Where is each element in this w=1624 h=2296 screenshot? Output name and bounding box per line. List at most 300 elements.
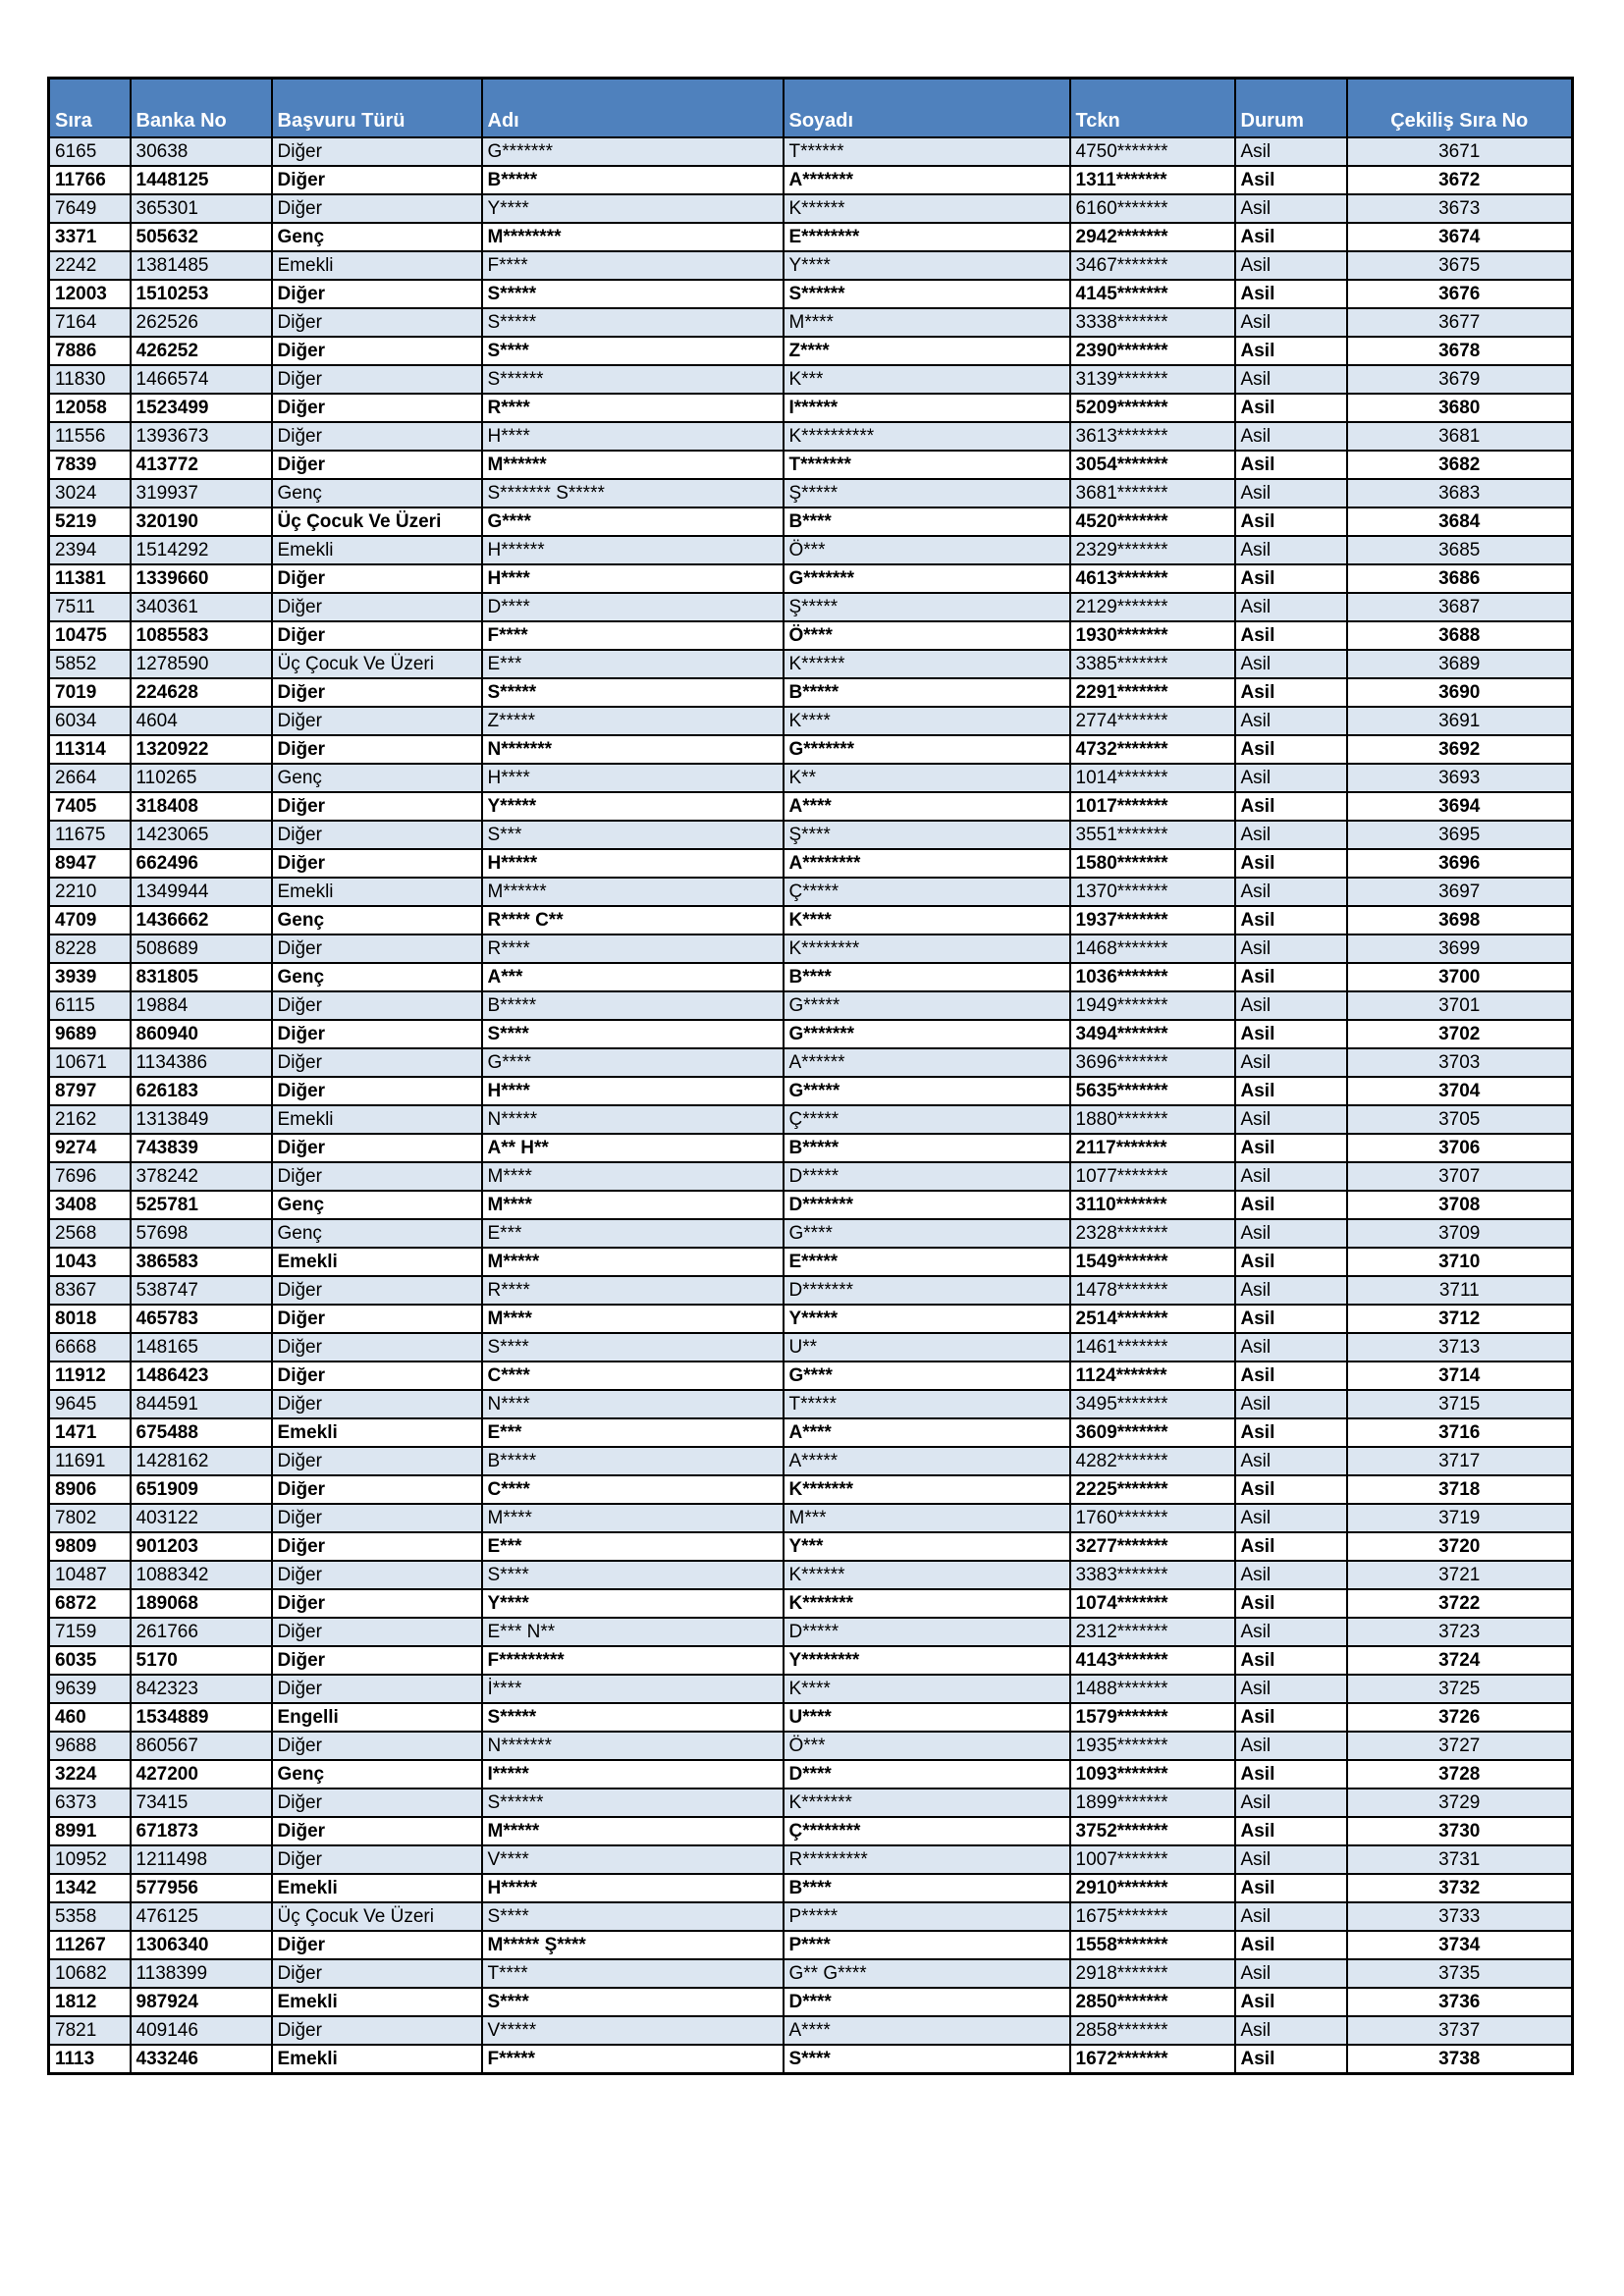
cell-banka: 110265 (131, 764, 272, 792)
cell-soyadi: Ç***** (784, 1105, 1070, 1134)
cell-banka: 189068 (131, 1589, 272, 1618)
cell-sira: 10475 (49, 621, 131, 650)
cell-cekilis: 3708 (1347, 1191, 1573, 1219)
cell-adi: M**** (482, 1191, 784, 1219)
cell-cekilis: 3716 (1347, 1418, 1573, 1447)
cell-tckn: 3054******* (1070, 451, 1235, 479)
cell-cekilis: 3707 (1347, 1162, 1573, 1191)
cell-tur: Diğer (272, 308, 482, 337)
cell-cekilis: 3734 (1347, 1931, 1573, 1959)
cell-adi: H***** (482, 1874, 784, 1902)
cell-tur: Diğer (272, 821, 482, 849)
cell-tckn: 3494******* (1070, 1020, 1235, 1048)
cell-durum: Asil (1235, 308, 1347, 337)
cell-adi: S******* S***** (482, 479, 784, 507)
cell-durum: Asil (1235, 1789, 1347, 1817)
cell-soyadi: K********** (784, 422, 1070, 451)
cell-cekilis: 3686 (1347, 564, 1573, 593)
cell-adi: A*** (482, 963, 784, 991)
cell-adi: S**** (482, 1988, 784, 2016)
cell-cekilis: 3700 (1347, 963, 1573, 991)
table-row (49, 821, 1573, 849)
cell-sira: 8367 (49, 1276, 131, 1305)
cell-soyadi: E******** (784, 223, 1070, 251)
cell-banka: 831805 (131, 963, 272, 991)
table-row (49, 1162, 1573, 1191)
cell-banka: 476125 (131, 1902, 272, 1931)
cell-tur: Genç (272, 479, 482, 507)
cell-cekilis: 3676 (1347, 280, 1573, 308)
cell-tur: Genç (272, 1760, 482, 1789)
cell-adi: M****** (482, 878, 784, 906)
cell-adi: H**** (482, 1077, 784, 1105)
cell-tckn: 3696******* (1070, 1048, 1235, 1077)
cell-durum: Asil (1235, 365, 1347, 394)
cell-tur: Emekli (272, 1418, 482, 1447)
cell-durum: Asil (1235, 821, 1347, 849)
cell-banka: 261766 (131, 1618, 272, 1646)
cell-soyadi: K******* (784, 1789, 1070, 1817)
cell-tckn: 3383******* (1070, 1561, 1235, 1589)
cell-durum: Asil (1235, 849, 1347, 878)
cell-adi: E*** N** (482, 1618, 784, 1646)
cell-adi: T**** (482, 1959, 784, 1988)
cell-adi: M****** (482, 451, 784, 479)
cell-tur: Diğer (272, 1362, 482, 1390)
cell-banka: 1423065 (131, 821, 272, 849)
cell-sira: 11830 (49, 365, 131, 394)
cell-tckn: 3385******* (1070, 650, 1235, 678)
cell-tckn: 1311******* (1070, 166, 1235, 194)
cell-tckn: 1468******* (1070, 934, 1235, 963)
table-row (49, 1732, 1573, 1760)
cell-durum: Asil (1235, 2045, 1347, 2074)
table-row (49, 1305, 1573, 1333)
cell-tckn: 1370******* (1070, 878, 1235, 906)
cell-cekilis: 3735 (1347, 1959, 1573, 1988)
cell-adi: S****** (482, 1789, 784, 1817)
cell-tur: Diğer (272, 1333, 482, 1362)
cell-tckn: 3338******* (1070, 308, 1235, 337)
cell-soyadi: Y***** (784, 1305, 1070, 1333)
cell-tckn: 1461******* (1070, 1333, 1235, 1362)
cell-durum: Asil (1235, 1760, 1347, 1789)
cell-sira: 2210 (49, 878, 131, 906)
cell-adi: H**** (482, 564, 784, 593)
cell-tckn: 2910******* (1070, 1874, 1235, 1902)
cell-banka: 651909 (131, 1475, 272, 1504)
cell-cekilis: 3723 (1347, 1618, 1573, 1646)
cell-tur: Diğer (272, 166, 482, 194)
cell-cekilis: 3705 (1347, 1105, 1573, 1134)
cell-soyadi: K****** (784, 194, 1070, 223)
cell-soyadi: M**** (784, 308, 1070, 337)
cell-banka: 1534889 (131, 1703, 272, 1732)
cell-soyadi: A****** (784, 1048, 1070, 1077)
cell-durum: Asil (1235, 593, 1347, 621)
cell-durum: Asil (1235, 1504, 1347, 1532)
cell-sira: 5219 (49, 507, 131, 536)
cell-adi: B***** (482, 166, 784, 194)
cell-tur: Diğer (272, 1077, 482, 1105)
table-row (49, 1475, 1573, 1504)
cell-tur: Genç (272, 906, 482, 934)
cell-tckn: 4143******* (1070, 1646, 1235, 1675)
cell-soyadi: G** G**** (784, 1959, 1070, 1988)
cell-tur: Diğer (272, 1618, 482, 1646)
cell-adi: S***** (482, 1703, 784, 1732)
cell-tckn: 3467******* (1070, 251, 1235, 280)
table-row (49, 1390, 1573, 1418)
cell-tckn: 1558******* (1070, 1931, 1235, 1959)
cell-sira: 7405 (49, 792, 131, 821)
cell-adi: D**** (482, 593, 784, 621)
cell-banka: 465783 (131, 1305, 272, 1333)
cell-durum: Asil (1235, 707, 1347, 735)
cell-soyadi: K******* (784, 1589, 1070, 1618)
table-row (49, 251, 1573, 280)
cell-durum: Asil (1235, 251, 1347, 280)
cell-adi: M**** (482, 1504, 784, 1532)
cell-tckn: 1077******* (1070, 1162, 1235, 1191)
table-row (49, 1418, 1573, 1447)
cell-durum: Asil (1235, 1475, 1347, 1504)
cell-tckn: 4732******* (1070, 735, 1235, 764)
table-row (49, 849, 1573, 878)
table-row (49, 878, 1573, 906)
cell-durum: Asil (1235, 991, 1347, 1020)
cell-adi: S**** (482, 1561, 784, 1589)
cell-sira: 4709 (49, 906, 131, 934)
cell-adi: G******* (482, 137, 784, 166)
cell-tur: Emekli (272, 1874, 482, 1902)
cell-banka: 1134386 (131, 1048, 272, 1077)
cell-banka: 1510253 (131, 280, 272, 308)
cell-sira: 9688 (49, 1732, 131, 1760)
cell-cekilis: 3712 (1347, 1305, 1573, 1333)
cell-tckn: 3609******* (1070, 1418, 1235, 1447)
column-header-cekilis: Çekiliş Sıra No (1347, 79, 1573, 138)
cell-tur: Diğer (272, 1447, 482, 1475)
cell-durum: Asil (1235, 1105, 1347, 1134)
table-row (49, 365, 1573, 394)
cell-adi: S***** (482, 280, 784, 308)
cell-durum: Asil (1235, 422, 1347, 451)
cell-adi: R**** (482, 934, 784, 963)
cell-tur: Diğer (272, 735, 482, 764)
cell-sira: 11381 (49, 564, 131, 593)
cell-tur: Emekli (272, 1988, 482, 2016)
cell-tckn: 1478******* (1070, 1276, 1235, 1305)
cell-adi: R**** C** (482, 906, 784, 934)
cell-sira: 9689 (49, 1020, 131, 1048)
cell-durum: Asil (1235, 1048, 1347, 1077)
cell-soyadi: G**** (784, 1362, 1070, 1390)
cell-durum: Asil (1235, 1959, 1347, 1988)
cell-tur: Diğer (272, 337, 482, 365)
cell-durum: Asil (1235, 1305, 1347, 1333)
cell-cekilis: 3697 (1347, 878, 1573, 906)
table-header (49, 79, 1573, 138)
cell-banka: 409146 (131, 2016, 272, 2045)
cell-soyadi: Y*** (784, 1532, 1070, 1561)
cell-tckn: 2225******* (1070, 1475, 1235, 1504)
cell-soyadi: A**** (784, 2016, 1070, 2045)
cell-durum: Asil (1235, 1020, 1347, 1048)
table-row (49, 1646, 1573, 1675)
cell-tckn: 2942******* (1070, 223, 1235, 251)
cell-adi: C**** (482, 1362, 784, 1390)
cell-banka: 365301 (131, 194, 272, 223)
table-row (49, 792, 1573, 821)
cell-banka: 626183 (131, 1077, 272, 1105)
cell-tur: Emekli (272, 251, 482, 280)
cell-banka: 1278590 (131, 650, 272, 678)
cell-cekilis: 3693 (1347, 764, 1573, 792)
cell-cekilis: 3715 (1347, 1390, 1573, 1418)
table-body (49, 137, 1573, 2074)
cell-soyadi: K****** (784, 1561, 1070, 1589)
cell-sira: 7649 (49, 194, 131, 223)
cell-sira: 9645 (49, 1390, 131, 1418)
cell-durum: Asil (1235, 337, 1347, 365)
cell-banka: 844591 (131, 1390, 272, 1418)
cell-soyadi: G***** (784, 1077, 1070, 1105)
cell-adi: Y**** (482, 194, 784, 223)
cell-tur: Emekli (272, 878, 482, 906)
cell-durum: Asil (1235, 1276, 1347, 1305)
table-row (49, 394, 1573, 422)
cell-durum: Asil (1235, 1732, 1347, 1760)
cell-tckn: 1675******* (1070, 1902, 1235, 1931)
cell-durum: Asil (1235, 1561, 1347, 1589)
table-row (49, 479, 1573, 507)
cell-banka: 525781 (131, 1191, 272, 1219)
cell-banka: 340361 (131, 593, 272, 621)
cell-sira: 2242 (49, 251, 131, 280)
cell-cekilis: 3719 (1347, 1504, 1573, 1532)
table-row (49, 1561, 1573, 1589)
cell-soyadi: B**** (784, 1874, 1070, 1902)
cell-adi: İ**** (482, 1675, 784, 1703)
cell-cekilis: 3689 (1347, 650, 1573, 678)
cell-cekilis: 3713 (1347, 1333, 1573, 1362)
table-row (49, 2016, 1573, 2045)
cell-banka: 1448125 (131, 166, 272, 194)
cell-banka: 433246 (131, 2045, 272, 2074)
cell-adi: S*** (482, 821, 784, 849)
cell-durum: Asil (1235, 963, 1347, 991)
cell-tur: Diğer (272, 678, 482, 707)
cell-tur: Diğer (272, 1561, 482, 1589)
cell-soyadi: A******** (784, 849, 1070, 878)
cell-sira: 6035 (49, 1646, 131, 1675)
draw-results-table (47, 77, 1574, 2075)
cell-tckn: 2129******* (1070, 593, 1235, 621)
cell-adi: E*** (482, 650, 784, 678)
cell-tur: Engelli (272, 1703, 482, 1732)
cell-sira: 8947 (49, 849, 131, 878)
cell-adi: H**** (482, 422, 784, 451)
cell-cekilis: 3690 (1347, 678, 1573, 707)
cell-cekilis: 3731 (1347, 1845, 1573, 1874)
cell-tur: Diğer (272, 593, 482, 621)
cell-adi: E*** (482, 1532, 784, 1561)
cell-banka: 1320922 (131, 735, 272, 764)
cell-tur: Diğer (272, 1475, 482, 1504)
cell-soyadi: D******* (784, 1191, 1070, 1219)
cell-soyadi: P**** (784, 1931, 1070, 1959)
table-row (49, 764, 1573, 792)
cell-tur: Diğer (272, 1817, 482, 1845)
cell-durum: Asil (1235, 1675, 1347, 1703)
table-row (49, 1362, 1573, 1390)
cell-sira: 11675 (49, 821, 131, 849)
cell-adi: R**** (482, 1276, 784, 1305)
cell-tckn: 2329******* (1070, 536, 1235, 564)
cell-tur: Diğer (272, 1732, 482, 1760)
cell-tckn: 2918******* (1070, 1959, 1235, 1988)
table-row (49, 621, 1573, 650)
cell-durum: Asil (1235, 280, 1347, 308)
cell-cekilis: 3730 (1347, 1817, 1573, 1845)
cell-tur: Diğer (272, 1305, 482, 1333)
cell-durum: Asil (1235, 137, 1347, 166)
cell-durum: Asil (1235, 1134, 1347, 1162)
cell-cekilis: 3683 (1347, 479, 1573, 507)
cell-tckn: 3277******* (1070, 1532, 1235, 1561)
cell-cekilis: 3696 (1347, 849, 1573, 878)
cell-tckn: 6160******* (1070, 194, 1235, 223)
cell-adi: Z***** (482, 707, 784, 735)
table-row (49, 1817, 1573, 1845)
cell-tckn: 2312******* (1070, 1618, 1235, 1646)
cell-sira: 7821 (49, 2016, 131, 2045)
cell-tckn: 1007******* (1070, 1845, 1235, 1874)
cell-sira: 12003 (49, 280, 131, 308)
cell-tckn: 1760******* (1070, 1504, 1235, 1532)
cell-soyadi: A******* (784, 166, 1070, 194)
cell-banka: 743839 (131, 1134, 272, 1162)
cell-soyadi: G***** (784, 991, 1070, 1020)
cell-cekilis: 3721 (1347, 1561, 1573, 1589)
cell-adi: F**** (482, 621, 784, 650)
cell-sira: 6115 (49, 991, 131, 1020)
cell-tckn: 2774******* (1070, 707, 1235, 735)
cell-sira: 1812 (49, 1988, 131, 2016)
cell-tur: Diğer (272, 991, 482, 1020)
table-row (49, 507, 1573, 536)
cell-adi: V***** (482, 2016, 784, 2045)
cell-sira: 7839 (49, 451, 131, 479)
cell-banka: 1313849 (131, 1105, 272, 1134)
cell-banka: 1088342 (131, 1561, 272, 1589)
table-row (49, 934, 1573, 963)
table-row (49, 1020, 1573, 1048)
cell-cekilis: 3684 (1347, 507, 1573, 536)
cell-tckn: 3752******* (1070, 1817, 1235, 1845)
cell-tckn: 4520******* (1070, 507, 1235, 536)
cell-tur: Diğer (272, 707, 482, 735)
cell-banka: 1466574 (131, 365, 272, 394)
cell-tur: Diğer (272, 1020, 482, 1048)
cell-durum: Asil (1235, 394, 1347, 422)
cell-banka: 577956 (131, 1874, 272, 1902)
cell-soyadi: K******* (784, 1475, 1070, 1504)
cell-sira: 12058 (49, 394, 131, 422)
cell-soyadi: D******* (784, 1276, 1070, 1305)
cell-soyadi: T****** (784, 137, 1070, 166)
cell-banka: 675488 (131, 1418, 272, 1447)
cell-tur: Genç (272, 764, 482, 792)
cell-durum: Asil (1235, 735, 1347, 764)
cell-sira: 11556 (49, 422, 131, 451)
cell-banka: 860940 (131, 1020, 272, 1048)
cell-adi: S**** (482, 1020, 784, 1048)
cell-sira: 2568 (49, 1219, 131, 1248)
cell-banka: 318408 (131, 792, 272, 821)
cell-tckn: 2117******* (1070, 1134, 1235, 1162)
cell-durum: Asil (1235, 1931, 1347, 1959)
cell-tckn: 1017******* (1070, 792, 1235, 821)
table-row (49, 906, 1573, 934)
cell-durum: Asil (1235, 1532, 1347, 1561)
cell-durum: Asil (1235, 1248, 1347, 1276)
cell-tckn: 1488******* (1070, 1675, 1235, 1703)
cell-cekilis: 3738 (1347, 2045, 1573, 2074)
cell-banka: 671873 (131, 1817, 272, 1845)
cell-banka: 427200 (131, 1760, 272, 1789)
table-row (49, 1845, 1573, 1874)
cell-tckn: 1579******* (1070, 1703, 1235, 1732)
cell-soyadi: Ç***** (784, 878, 1070, 906)
table-row (49, 1219, 1573, 1248)
cell-sira: 6165 (49, 137, 131, 166)
table-row (49, 1248, 1573, 1276)
cell-cekilis: 3698 (1347, 906, 1573, 934)
table-row (49, 280, 1573, 308)
cell-tur: Diğer (272, 2016, 482, 2045)
cell-tur: Emekli (272, 536, 482, 564)
cell-tur: Diğer (272, 1675, 482, 1703)
cell-cekilis: 3709 (1347, 1219, 1573, 1248)
cell-durum: Asil (1235, 1162, 1347, 1191)
cell-cekilis: 3714 (1347, 1362, 1573, 1390)
cell-banka: 57698 (131, 1219, 272, 1248)
cell-banka: 426252 (131, 337, 272, 365)
cell-cekilis: 3691 (1347, 707, 1573, 735)
cell-banka: 378242 (131, 1162, 272, 1191)
cell-cekilis: 3724 (1347, 1646, 1573, 1675)
table-row (49, 422, 1573, 451)
cell-adi: B***** (482, 991, 784, 1020)
cell-cekilis: 3701 (1347, 991, 1573, 1020)
cell-tur: Diğer (272, 1931, 482, 1959)
cell-banka: 5170 (131, 1646, 272, 1675)
table-row (49, 1077, 1573, 1105)
cell-cekilis: 3682 (1347, 451, 1573, 479)
cell-durum: Asil (1235, 1418, 1347, 1447)
cell-banka: 413772 (131, 451, 272, 479)
cell-tckn: 5635******* (1070, 1077, 1235, 1105)
cell-banka: 508689 (131, 934, 272, 963)
cell-banka: 1523499 (131, 394, 272, 422)
cell-sira: 2162 (49, 1105, 131, 1134)
table-row (49, 1760, 1573, 1789)
cell-banka: 319937 (131, 479, 272, 507)
cell-adi: C**** (482, 1475, 784, 1504)
cell-durum: Asil (1235, 1646, 1347, 1675)
